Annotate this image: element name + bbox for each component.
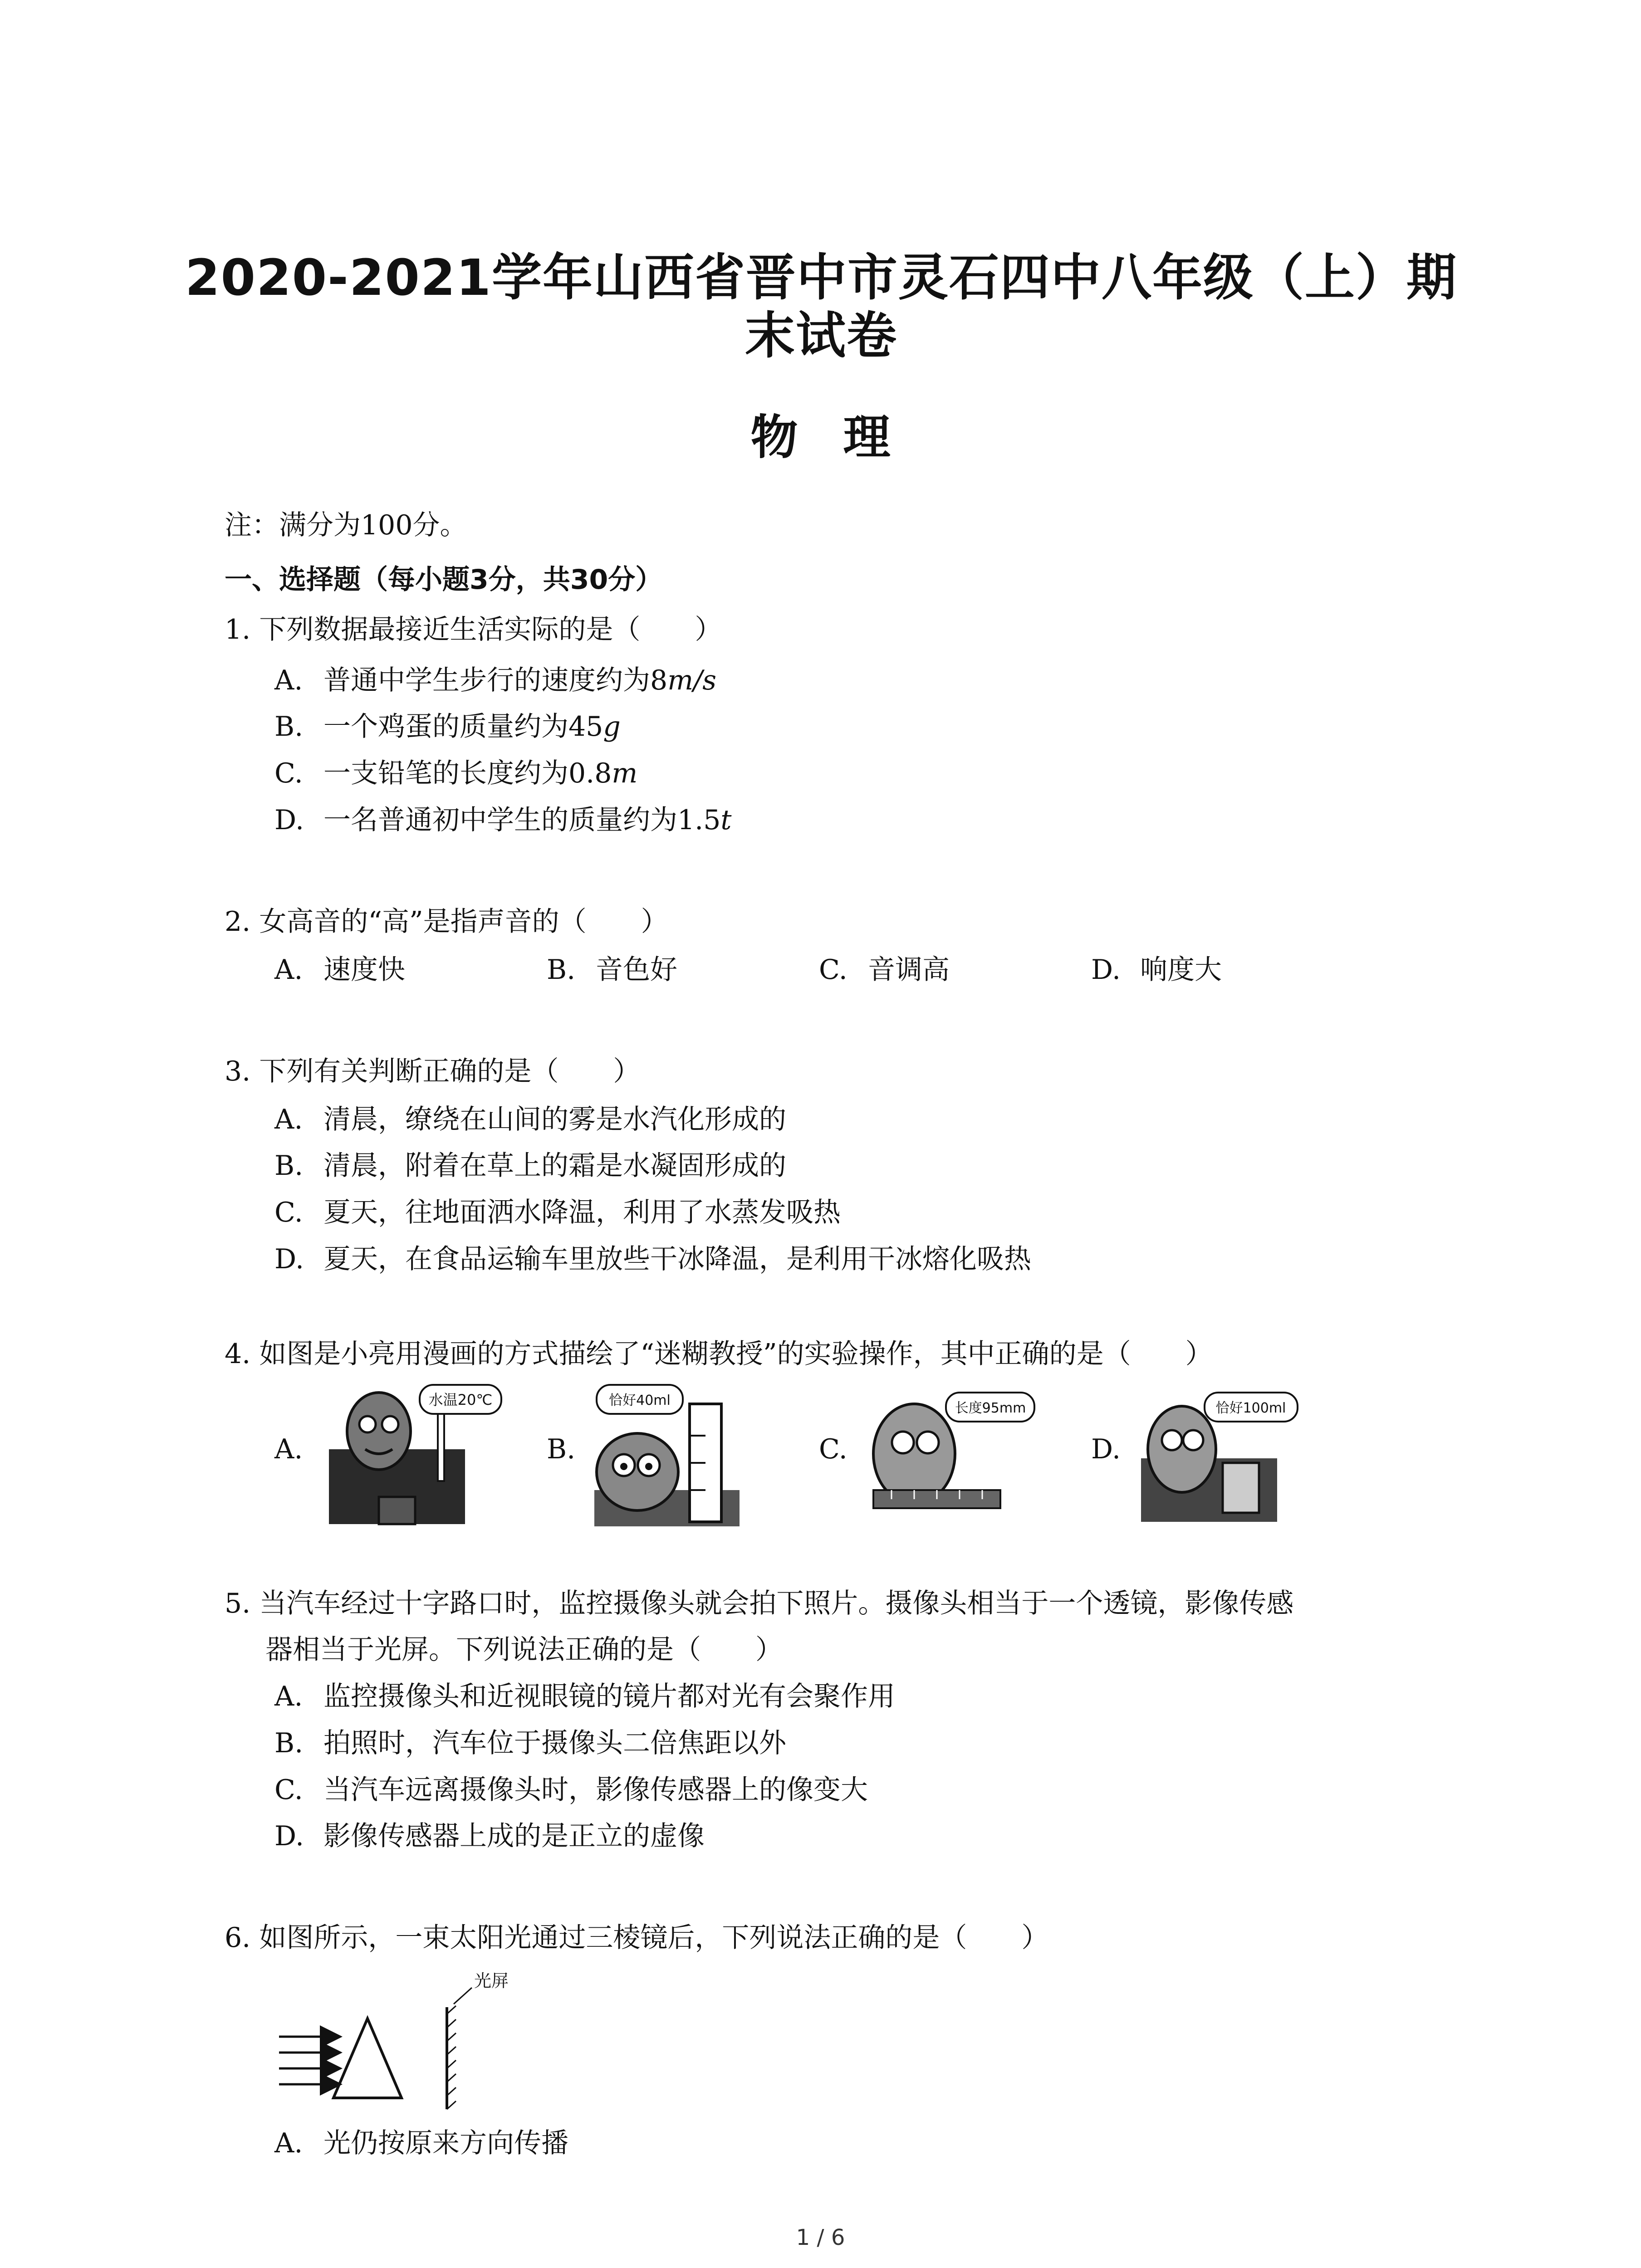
q3-option-c: C. 夏天，往地面洒水降温，利用了水蒸发吸热	[274, 1197, 841, 1228]
q4-b-bubble: 恰好40ml	[609, 1393, 671, 1408]
q4-option-a-label: A.	[274, 1433, 303, 1465]
q2-option-d: D. 响度大	[1091, 954, 1222, 986]
subject-heading: 物理	[750, 410, 936, 465]
q1-option-c: C. 一支铅笔的长度约为0.8m	[274, 758, 638, 789]
question-5-stem-line-1: 5. 当汽车经过十字路口时，监控摄像头就会拍下照片。摄像头相当于一个透镜，影像传感	[225, 1588, 1294, 1619]
section-heading: 一、选择题（每小题3分，共30分）	[225, 564, 663, 596]
q4-option-a-figure	[324, 1381, 506, 1528]
q4-option-c-figure	[864, 1390, 1037, 1519]
q4-d-bubble: 恰好100ml	[1215, 1400, 1286, 1416]
page-indicator: 1 / 6	[796, 2225, 845, 2250]
q3-option-d: D. 夏天，在食品运输车里放些干冰降温，是利用干冰熔化吸热	[274, 1243, 1031, 1275]
question-2-stem: 2. 女高音的“高”是指声音的（ ）	[225, 906, 668, 938]
q4-option-b-figure	[594, 1381, 740, 1528]
q5-option-d: D. 影像传感器上成的是正立的虚像	[274, 1820, 705, 1852]
question-4-stem: 4. 如图是小亮用漫画的方式描绘了“迷糊教授”的实验操作，其中正确的是（ ）	[225, 1338, 1213, 1370]
q6-option-a: A. 光仍按原来方向传播	[274, 2127, 568, 2159]
question-1-stem: 1. 下列数据最接近生活实际的是（ ）	[225, 614, 722, 645]
score-note: 注：满分为100分。	[225, 509, 467, 541]
q5-option-a: A. 监控摄像头和近视眼镜的镜片都对光有会聚作用	[274, 1681, 895, 1712]
q4-a-bubble: 水温20℃	[428, 1391, 493, 1408]
q4-option-d-figure	[1136, 1390, 1300, 1524]
title-line-2: 末试卷	[745, 307, 897, 365]
question-5-stem-line-2: 器相当于光屏。下列说法正确的是（ ）	[265, 1634, 783, 1666]
q2-option-c: C. 音调高	[819, 954, 950, 986]
q5-option-c: C. 当汽车远离摄像头时，影像传感器上的像变大	[274, 1774, 868, 1806]
q4-option-d-label: D.	[1091, 1433, 1121, 1465]
prism-figure	[272, 1969, 563, 2116]
prism-diagram	[272, 1969, 563, 2114]
q2-option-b: B. 音色好	[547, 954, 677, 986]
screen-label: 光屏	[474, 1971, 509, 1991]
q4-option-c-label: C.	[819, 1433, 847, 1465]
q1-option-d: D. 一名普通初中学生的质量约为1.5t	[274, 804, 732, 836]
q2-option-a: A. 速度快	[274, 954, 405, 986]
cartoon-ruler-figure	[864, 1390, 1037, 1517]
exam-title	[172, 249, 1470, 365]
title-line-1: 2020-2021学年山西省晋中市灵石四中八年级（上）期	[185, 249, 1457, 307]
q1-option-b: B. 一个鸡蛋的质量约为45g	[274, 711, 621, 743]
question-3-stem: 3. 下列有关判断正确的是（ ）	[225, 1056, 641, 1087]
q1-option-a: A. 普通中学生步行的速度约为8m/s	[274, 665, 717, 696]
q3-option-a: A. 清晨，缭绕在山间的雾是水汽化形成的	[274, 1104, 786, 1135]
cartoon-beaker-figure	[1136, 1390, 1300, 1522]
q4-c-bubble: 长度95mm	[955, 1400, 1026, 1416]
q3-option-b: B. 清晨，附着在草上的霜是水凝固形成的	[274, 1150, 786, 1182]
cartoon-cylinder-figure	[594, 1381, 740, 1526]
cartoon-thermometer-figure	[324, 1381, 506, 1526]
q4-option-b-label: B.	[547, 1433, 576, 1465]
q5-option-b: B. 拍照时，汽车位于摄像头二倍焦距以外	[274, 1727, 786, 1759]
question-6-stem: 6. 如图所示，一束太阳光通过三棱镜后，下列说法正确的是（ ）	[225, 1922, 1049, 1954]
